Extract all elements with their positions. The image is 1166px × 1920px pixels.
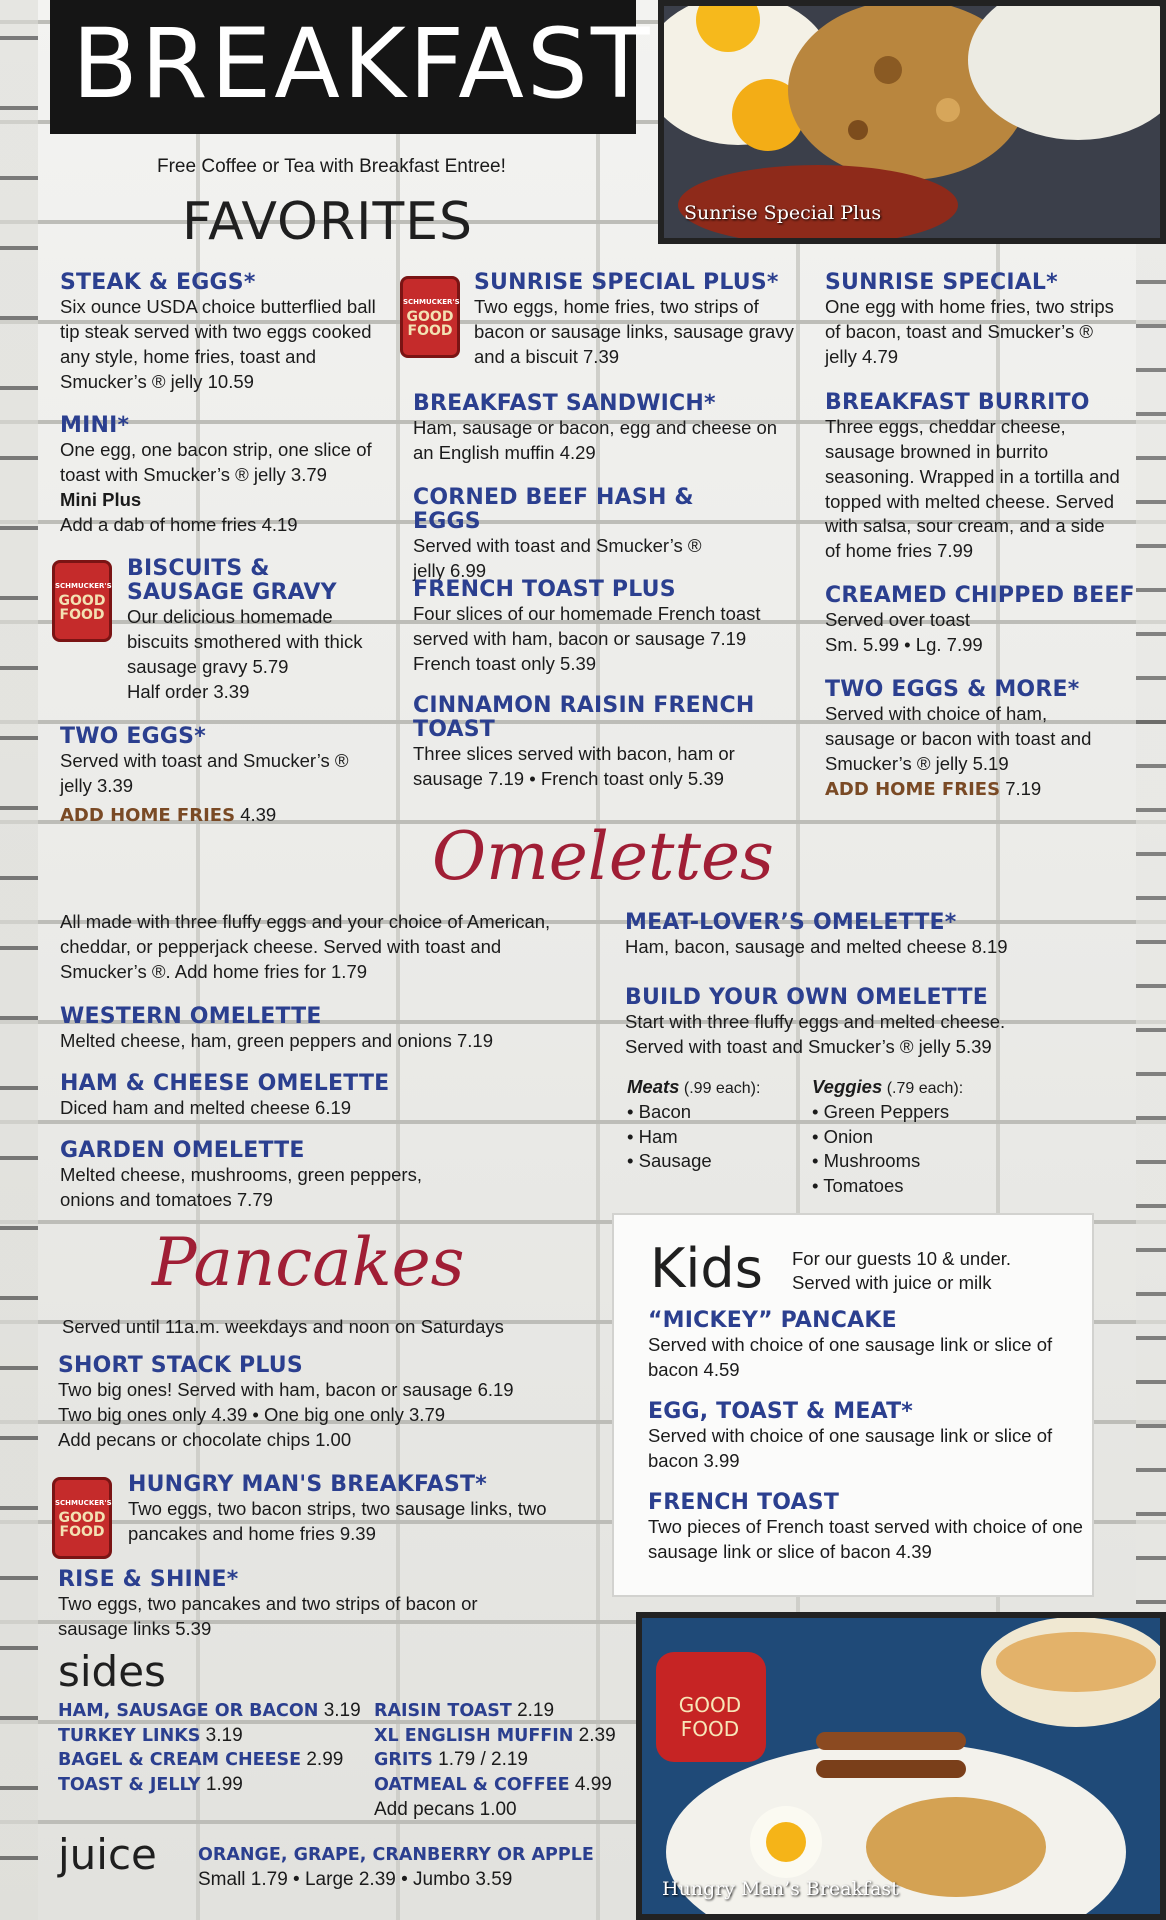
kids-menu-panel <box>612 1213 1094 1597</box>
item-name: RISE & SHINE* <box>58 1567 239 1592</box>
list-item: TOAST & JELLY 1.99 <box>58 1774 243 1796</box>
item-sizes: Sm. 5.99 • Lg. 7.99 <box>825 633 983 655</box>
menu-item-build-your-own-omelette <box>625 986 1055 1060</box>
list-item: • Ham <box>627 1125 678 1147</box>
item-name: TWO EGGS* <box>60 724 206 749</box>
item-name: CORNED BEEF HASH & EGGS <box>413 485 694 535</box>
item-name: SUNRISE SPECIAL PLUS* <box>474 270 779 295</box>
item-name: EGG, TOAST & MEAT* <box>648 1399 914 1424</box>
item-name: MINI* <box>60 413 130 438</box>
page-title: BREAKFAST <box>50 0 636 134</box>
photo-caption: Hungry Man’s Breakfast <box>662 1878 899 1900</box>
item-description: Four slices of our homemade French toast served with ham, bacon or sausage 7.19 <box>413 603 761 649</box>
menu-item-sunrise-special <box>825 271 1115 370</box>
list-item: Add pecans 1.00 <box>374 1798 517 1820</box>
item-name-mini-plus: Mini Plus <box>60 488 142 510</box>
item-description: Three slices served with bacon, ham or sausage 7.19 • French toast only 5.39 <box>413 743 735 790</box>
brick-edge-right <box>1136 240 1166 1640</box>
list-item: GRITS 1.79 / 2.19 <box>374 1749 528 1771</box>
menu-item-two-eggs <box>60 725 360 828</box>
item-name: FRENCH TOAST <box>648 1490 840 1515</box>
menu-item-garden-omelette <box>60 1139 460 1213</box>
list-item: BAGEL & CREAM CHEESE 2.99 <box>58 1749 344 1771</box>
list-item: • Onion <box>812 1125 873 1147</box>
item-description: Melted cheese, mushrooms, green peppers, onions and tomatoes 7.79 <box>60 1164 422 1210</box>
item-description: Ham, bacon, sausage and melted cheese 8.19 <box>625 936 1008 958</box>
sides-right-list <box>374 1699 616 1822</box>
list-item: TURKEY LINKS 3.19 <box>58 1724 243 1746</box>
add-home-fries: ADD HOME FRIES 4.39 <box>60 803 277 826</box>
item-description: One egg with home fries, two strips of bacon, toast and Smucker’s ® jelly 4.79 <box>825 296 1114 367</box>
item-name: BREAKFAST BURRITO <box>825 390 1090 415</box>
good-food-badge-icon: SCHMUCKER'S GOOD FOOD <box>52 560 112 642</box>
item-name: MEAT-LOVER’S OMELETTE* <box>625 910 957 935</box>
item-name: CREAMED CHIPPED BEEF <box>825 583 1135 608</box>
menu-item-french-toast-plus <box>413 578 793 677</box>
list-item: • Mushrooms <box>812 1150 921 1172</box>
item-description: Served with choice of ham, sausage or bacon with toast and Smucker’s ® jelly 5.19 <box>825 703 1092 774</box>
menu-item-breakfast-burrito <box>825 391 1125 564</box>
menu-item-ham-cheese-omelette <box>60 1072 560 1121</box>
item-description: Two pieces of French toast served with choice of one sausage link or slice of bacon 4.39 <box>648 1516 1083 1562</box>
menu-item-corned-beef-hash <box>413 486 733 584</box>
item-description: One egg, one bacon strip, one slice of toast with Smucker’s ® jelly 3.79 <box>60 439 372 485</box>
item-name: “MICKEY” PANCAKE <box>648 1308 897 1333</box>
list-item: RAISIN TOAST 2.19 <box>374 1700 555 1721</box>
menu-item-biscuits-gravy <box>127 557 389 705</box>
item-description: Served over toast <box>825 609 970 631</box>
brick-edge-left <box>0 0 38 1920</box>
menu-item-hungry-mans-breakfast <box>128 1473 548 1547</box>
juice-heading: juice <box>58 1830 157 1879</box>
item-description: Add pecans or chocolate chips 1.00 <box>58 1428 352 1450</box>
add-home-fries: ADD HOME FRIES 7.19 <box>825 777 1042 800</box>
item-name: SHORT STACK PLUS <box>58 1353 303 1378</box>
item-name: BREAKFAST SANDWICH* <box>413 391 716 416</box>
item-description: Our delicious homemade biscuits smothered with thick sausage gravy 5.79 <box>127 606 363 677</box>
item-description: Two big ones only 4.39 • One big one only 3.79 <box>58 1403 446 1425</box>
juice-item: ORANGE, GRAPE, CRANBERRY OR APPLE Small 1.79 • Large 2.39 • Jumbo 3.59 <box>198 1845 594 1890</box>
omelettes-heading: Omelettes <box>432 818 774 895</box>
menu-item-sunrise-special-plus <box>474 271 794 370</box>
menu-item-western-omelette <box>60 1005 580 1054</box>
omelette-veggies-list: Veggies (.79 each): • Green Peppers • Onion • Mushrooms • Tomatoes <box>812 1075 1012 1199</box>
kids-heading: Kids <box>650 1237 763 1300</box>
item-name: CINNAMON RAISIN FRENCH TOAST <box>413 693 755 743</box>
list-item: OATMEAL & COFFEE 4.99 <box>374 1774 612 1796</box>
item-description: Served with toast and Smucker’s ® jelly 3.39 <box>60 750 349 796</box>
item-description: Served with toast and Smucker’s ® jelly 6.99 <box>413 535 702 582</box>
sides-heading: sides <box>58 1647 166 1696</box>
item-description: Served with choice of one sausage link or slice of bacon 4.59 <box>648 1334 1053 1380</box>
list-item: • Bacon <box>627 1100 692 1122</box>
item-description: Melted cheese, ham, green peppers and onions 7.19 <box>60 1030 493 1052</box>
item-description: Add a dab of home fries 4.19 <box>60 513 298 535</box>
free-coffee-note: Free Coffee or Tea with Breakfast Entree! <box>157 156 506 177</box>
pancakes-note: Served until 11a.m. weekdays and noon on Saturdays <box>62 1316 504 1337</box>
item-description: Two eggs, home fries, two strips of bacon or sausage links, sausage gravy and a biscuit 7.39 <box>474 296 794 367</box>
menu-item-meat-lovers-omelette <box>625 911 1105 960</box>
item-description: Two big ones! Served with ham, bacon or sausage 6.19 <box>58 1379 514 1401</box>
svg-text:GOOD: GOOD <box>678 1693 742 1717</box>
menu-item-rise-shine <box>58 1568 498 1642</box>
good-food-badge-icon: SCHMUCKER'S GOOD FOOD <box>52 1477 112 1559</box>
item-description: Two eggs, two bacon strips, two sausage links, two pancakes and home fries 9.39 <box>128 1498 547 1544</box>
pancakes-heading: Pancakes <box>152 1224 465 1301</box>
kids-note: For our guests 10 & under. Served with juice or milk <box>792 1248 1012 1294</box>
menu-item-mini <box>60 414 380 537</box>
menu-item-breakfast-sandwich <box>413 392 783 466</box>
top-photo <box>658 0 1166 244</box>
list-item: HAM, SAUSAGE OR BACON 3.19 <box>58 1700 361 1721</box>
item-name: BUILD YOUR OWN OMELETTE <box>625 985 988 1010</box>
list-item: • Green Peppers <box>812 1100 950 1122</box>
item-name: FRENCH TOAST PLUS <box>413 577 676 602</box>
item-name: STEAK & EGGS* <box>60 270 256 295</box>
photo-caption: Sunrise Special Plus <box>684 202 882 224</box>
menu-item-two-eggs-more <box>825 678 1115 802</box>
item-french-toast-only: French toast only 5.39 <box>413 652 597 674</box>
list-item: • Tomatoes <box>812 1175 904 1197</box>
item-name: HAM & CHEESE OMELETTE <box>60 1071 390 1096</box>
menu-item-short-stack-plus <box>58 1354 598 1453</box>
item-description: Served with choice of one sausage link or slice of bacon 3.99 <box>648 1425 1053 1471</box>
item-description: Start with three fluffy eggs and melted cheese. Served with toast and Smucker’s ® jelly 5.39 <box>625 1011 1006 1057</box>
item-name: SUNRISE SPECIAL* <box>825 270 1058 295</box>
svg-text:FOOD: FOOD <box>680 1717 740 1741</box>
item-name: TWO EGGS & MORE* <box>825 677 1080 702</box>
omelettes-intro: All made with three fluffy eggs and your choice of American, cheddar, or pepperjack cheese. Served with toast and Smucker’s ®. Add home fries for 1.79 <box>60 911 551 982</box>
item-half-order: Half order 3.39 <box>127 680 250 702</box>
favorites-heading: FAVORITES <box>182 192 474 252</box>
item-description: Six ounce USDA choice butterflied ball tip steak served with two eggs cooked any style, home fries, toast and Smucker’s ® jelly 10.59 <box>60 296 376 392</box>
menu-item-kids-french-toast <box>648 1491 1088 1565</box>
sides-left-list <box>58 1699 361 1798</box>
menu-item-creamed-chipped-beef <box>825 584 1135 658</box>
menu-item-mickey-pancake <box>648 1309 1078 1383</box>
item-name: WESTERN OMELETTE <box>60 1004 322 1029</box>
good-food-badge-icon: SCHMUCKER'S GOOD FOOD <box>400 276 460 358</box>
menu-item-egg-toast-meat <box>648 1400 1078 1474</box>
list-item: XL ENGLISH MUFFIN 2.39 <box>374 1724 616 1746</box>
item-name: HUNGRY MAN'S BREAKFAST* <box>128 1472 487 1497</box>
menu-item-steak-eggs <box>60 271 378 394</box>
menu-item-cinnamon-raisin-toast <box>413 694 785 792</box>
list-item: • Sausage <box>627 1150 712 1172</box>
item-description: Diced ham and melted cheese 6.19 <box>60 1097 352 1119</box>
item-description: Three eggs, cheddar cheese, sausage browned in burrito seasoning. Wrapped in a tortilla and topped with melted cheese. Served with salsa, sour cream, and a side of home fries 7.99 <box>825 416 1120 562</box>
item-description: Ham, sausage or bacon, egg and cheese on an English muffin 4.29 <box>413 417 778 463</box>
bottom-photo <box>636 1612 1166 1920</box>
item-name: GARDEN OMELETTE <box>60 1138 305 1163</box>
item-name: BISCUITS & SAUSAGE GRAVY <box>127 556 337 606</box>
item-description: Two eggs, two pancakes and two strips of bacon or sausage links 5.39 <box>58 1593 478 1639</box>
omelette-meats-list: Meats (.99 each): • Bacon • Ham • Sausage <box>627 1075 807 1174</box>
food-photo-image <box>636 1612 1166 1920</box>
